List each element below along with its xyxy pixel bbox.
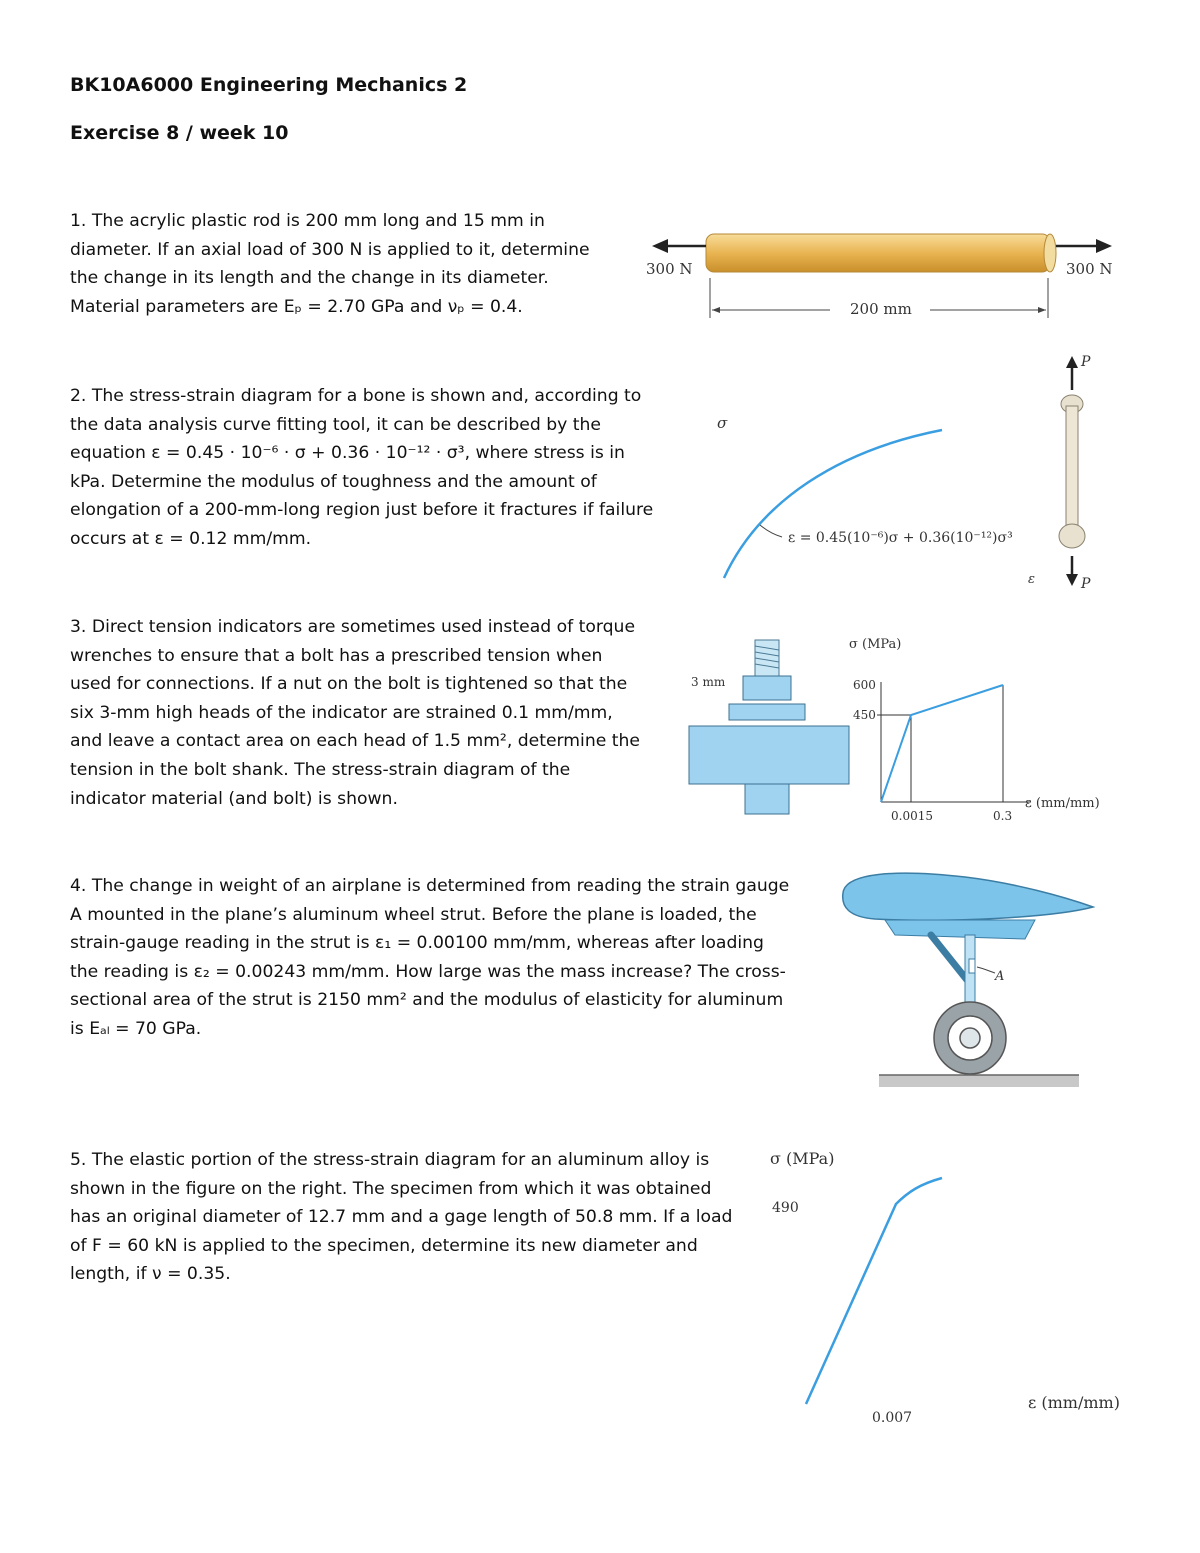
problem-line: strain-gauge reading in the strut is ε₁ = 0.00100 mm/mm, whereas after loading — [70, 933, 764, 954]
problem-line: 4. The change in weight of an airplane is determined from reading the strain gauge — [70, 876, 790, 896]
x-tick-0.3: 0.3 — [993, 809, 1013, 823]
course-title: BK10A6000 Engineering Mechanics 2 — [70, 74, 468, 96]
problem-3 — [70, 613, 640, 813]
right-load-label: 300 N — [1066, 260, 1113, 278]
top-force-arrow-icon — [1066, 356, 1078, 390]
aluminum-curve — [806, 1178, 942, 1404]
problem-4 — [70, 872, 789, 1044]
bottom-force-arrow-icon — [1066, 556, 1078, 586]
rod-figure — [630, 220, 1130, 330]
problem-line: of F = 60 kN is applied to the specimen, determine its new diameter and — [70, 1235, 698, 1256]
problem-line: elongation of a 200-mm-long region just before it fractures if failure — [70, 500, 654, 521]
problem-line: six 3-mm high heads of the indicator are strained 0.1 mm/mm, — [70, 702, 613, 723]
epsilon-label: ε — [1028, 572, 1035, 587]
sigma-label: σ — [717, 414, 728, 432]
left-load-label: 300 N — [646, 260, 693, 278]
problem-1 — [70, 207, 590, 321]
wing-icon — [843, 873, 1093, 920]
bottom-load-label: P — [1081, 576, 1091, 592]
problem-5 — [70, 1146, 732, 1289]
problem-line: has an original diameter of 12.7 mm and a gage length of 50.8 mm. If a load — [70, 1207, 733, 1228]
indicator-curve — [881, 685, 1003, 802]
problem-line: is Eₐₗ = 70 GPa. — [70, 1018, 202, 1039]
problem-line: kPa. Determine the modulus of toughness and the amount of — [70, 471, 597, 492]
problem-line: the reading is ε₂ = 0.00243 mm/mm. How large was the mass increase? The cross- — [70, 961, 786, 982]
problem-line: length, if ν = 0.35. — [70, 1264, 231, 1285]
problem-line: A mounted in the plane’s aluminum wheel strut. Before the plane is loaded, the — [70, 904, 757, 925]
right-arrow-icon — [1056, 239, 1112, 253]
bone-curve — [724, 430, 942, 578]
problem-line: used for connections. If a nut on the bolt is tightened so that the — [70, 674, 628, 695]
bolt-icon — [689, 640, 849, 814]
exercise-title: Exercise 8 / week 10 — [70, 122, 289, 144]
aluminum-x-label: ε (mm/mm) — [1028, 1393, 1120, 1412]
problem-line: sectional area of the strut is 2150 mm² and the modulus of elasticity for aluminum — [70, 990, 784, 1011]
problem-line: equation ε = 0.45 · 10⁻⁶ · σ + 0.36 · 10⁻¹² · σ³, where stress is in — [70, 443, 625, 464]
airplane-figure — [835, 865, 1095, 1100]
bone-equation: ε = 0.45(10⁻⁶)σ + 0.36(10⁻¹²)σ³ — [788, 530, 1013, 546]
ground — [879, 1075, 1079, 1087]
problem-line: 2. The stress-strain diagram for a bone is shown and, according to — [70, 386, 642, 406]
problem-line: tension in the bolt shank. The stress-strain diagram of the — [70, 759, 571, 780]
left-arrow-icon — [652, 239, 706, 253]
dim-label: 3 mm — [691, 675, 726, 689]
x-tick-0.0015: 0.0015 — [891, 809, 933, 823]
bone-icon — [1059, 395, 1085, 548]
length-label: 200 mm — [850, 300, 912, 318]
acrylic-rod — [706, 234, 1050, 272]
problem-2 — [70, 382, 653, 554]
indicator-x-label: ε (mm/mm) — [1025, 796, 1100, 811]
gauge-label: A — [995, 969, 1005, 984]
wheel-icon — [934, 1002, 1006, 1074]
problem-line: Material parameters are Eₚ = 2.70 GPa and νₚ = 0.4. — [70, 296, 523, 317]
problem-line: the data analysis curve fitting tool, it can be described by the — [70, 414, 601, 435]
problem-line: indicator material (and bolt) is shown. — [70, 788, 398, 809]
aluminum-y-label: σ (MPa) — [770, 1149, 835, 1168]
bone-figure — [700, 350, 1100, 595]
y-tick-600: 600 — [853, 678, 876, 692]
y-tick-450: 450 — [853, 708, 876, 722]
indicator-y-label: σ (MPa) — [849, 637, 902, 652]
problem-line: the change in its length and the change in its diameter. — [70, 268, 549, 289]
problem-line: shown in the figure on the right. The specimen from which it was obtained — [70, 1178, 712, 1199]
problem-line: 1. The acrylic plastic rod is 200 mm long and 15 mm in — [70, 211, 545, 231]
problem-line: wrenches to ensure that a bolt has a prescribed tension when — [70, 645, 603, 666]
problem-line: diameter. If an axial load of 300 N is applied to it, determine — [70, 239, 590, 260]
problem-line: and leave a contact area on each head of 1.5 mm², determine the — [70, 731, 640, 752]
indicator-figure — [685, 630, 1125, 830]
problem-line: 3. Direct tension indicators are sometimes used instead of torque — [70, 617, 636, 637]
aluminum-figure — [760, 1140, 1140, 1440]
problem-line: 5. The elastic portion of the stress-strain diagram for an aluminum alloy is — [70, 1150, 710, 1170]
problem-line: occurs at ε = 0.12 mm/mm. — [70, 528, 312, 549]
aluminum-x-tick: 0.007 — [872, 1410, 913, 1426]
aluminum-y-tick: 490 — [772, 1200, 799, 1216]
top-load-label: P — [1081, 354, 1091, 370]
